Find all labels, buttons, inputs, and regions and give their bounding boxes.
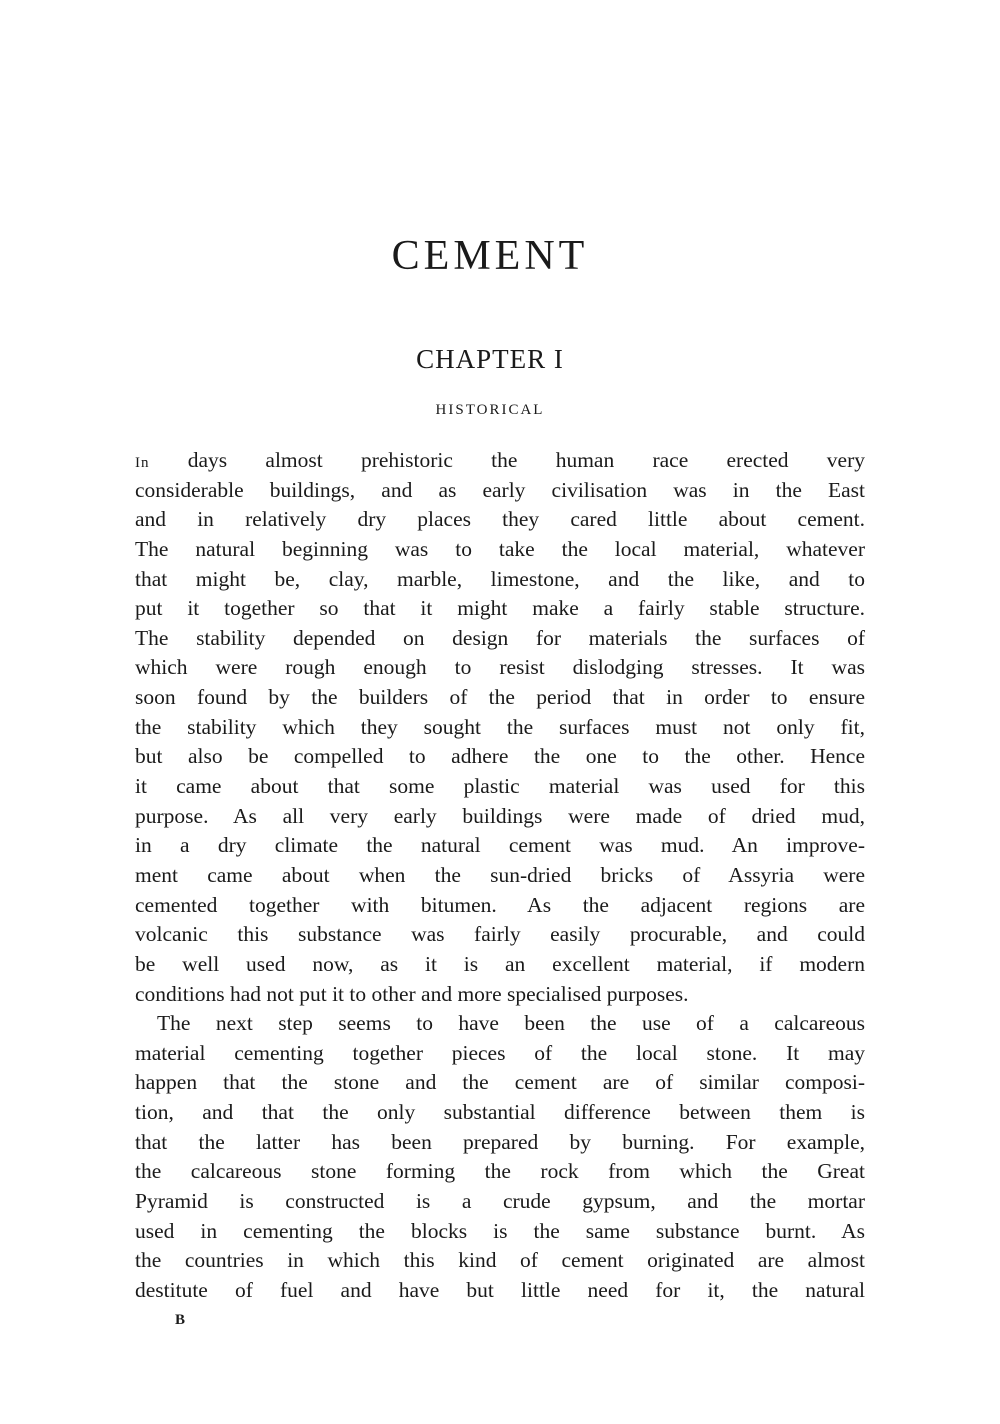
paragraph-1 (135, 446, 865, 1009)
text-line: it came about that some plastic material was used for this (135, 774, 865, 799)
text-line: and in relatively dry places they cared little about cement. (135, 507, 865, 532)
text-line: which were rough enough to resist dislodging stresses. It was (135, 655, 865, 680)
text-line: conditions had not put it to other and more specialised purposes. (135, 981, 689, 1006)
signature-mark: B (175, 1312, 187, 1328)
text-line: material cementing together pieces of the local stone. It may (135, 1040, 865, 1065)
paragraph-2 (135, 1009, 865, 1305)
text-line: be well used now, as it is an excellent material, if modern (135, 951, 865, 976)
body-text (135, 446, 865, 1306)
text-line: Pyramid is constructed is a crude gypsum, and the mortar (135, 1189, 865, 1214)
drop-cap-word: In (135, 455, 150, 471)
text-line: soon found by the builders of the period that in order to ensure (135, 685, 865, 710)
text-line: the calcareous stone forming the rock from which the Great (135, 1159, 865, 1184)
text-line: considerable buildings, and as early civilisation was in the East (135, 477, 865, 502)
text-line: the stability which they sought the surfaces must not only fit, (135, 714, 865, 739)
text-line: tion, and that the only substantial difference between them is (135, 1100, 865, 1125)
book-title: CEMENT (391, 233, 589, 279)
text-line: purpose. As all very early buildings were made of dried mud, (135, 803, 865, 828)
text-line: the countries in which this kind of cement originated are almost (135, 1248, 865, 1273)
text-line: that might be, clay, marble, limestone, and the like, and to (135, 566, 865, 591)
text-line: cemented together with bitumen. As the adjacent regions are (135, 892, 865, 917)
text-line: The next step seems to have been the use of a calcareous (157, 1011, 865, 1036)
text-line: used in cementing the blocks is the same substance burnt. As (135, 1218, 865, 1243)
text-line: but also be compelled to adhere the one to the other. Hence (135, 744, 865, 769)
text-line: volcanic this substance was fairly easily procurable, and could (135, 922, 865, 947)
chapter-heading: CHAPTER I (416, 344, 564, 374)
text-line: ment came about when the sun-dried bricks of Assyria were (135, 862, 865, 887)
text-line: In days almost prehistoric the human race erected very (135, 448, 865, 472)
text-line: put it together so that it might make a fairly stable structure. (135, 596, 865, 621)
text-line: that the latter has been prepared by burning. For example, (135, 1129, 865, 1154)
text-line: in a dry climate the natural cement was mud. An improve- (135, 833, 865, 858)
section-heading: HISTORICAL (435, 402, 545, 418)
text-line: destitute of fuel and have but little need for it, the natural (135, 1277, 865, 1302)
text-line: happen that the stone and the cement are of similar composi- (135, 1070, 865, 1095)
text-line: The natural beginning was to take the local material, whatever (135, 536, 865, 561)
text-line: The stability depended on design for materials the surfaces of (135, 625, 865, 650)
